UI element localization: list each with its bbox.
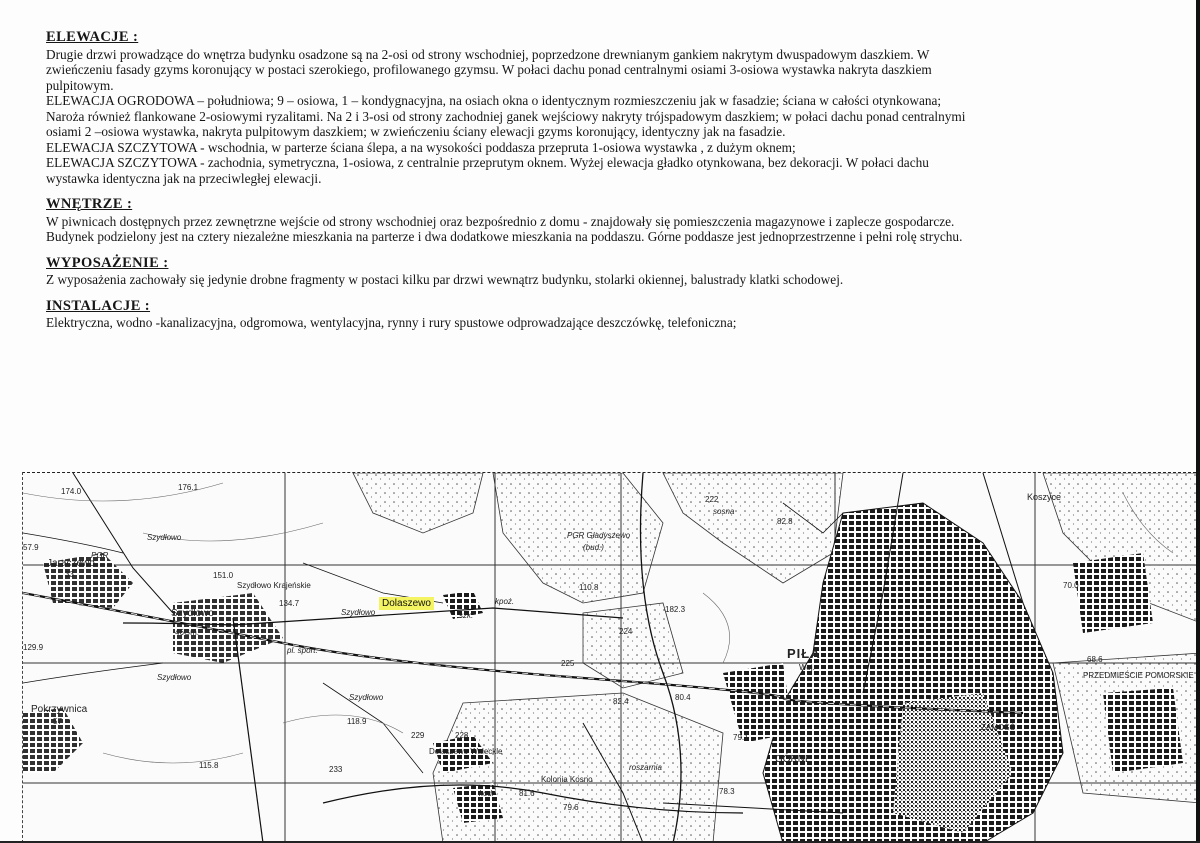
map-label: 182.3 [665, 605, 686, 614]
map-label: ZAMOŚĆ [981, 723, 1016, 732]
document-text [46, 30, 1156, 342]
map-label: 57 [53, 717, 62, 726]
section-heading: ELEWACJE : [46, 29, 139, 45]
map-label: 79.6 [563, 803, 579, 812]
map-label: Pokrzywnica [31, 704, 88, 715]
section-instalacje [46, 299, 1156, 331]
section-elewacje [46, 30, 1156, 186]
map-label: Koszyce [1027, 492, 1062, 502]
map-label: Szydłowo [349, 693, 384, 702]
map-label: (bud.) [583, 543, 604, 552]
text-line: wystawka identyczna jak na przeciwległej elewacji. [46, 170, 322, 186]
map-label: 134.7 [279, 599, 300, 608]
section-heading: INSTALACJE : [46, 297, 151, 314]
section-heading: WNĘTRZE : [46, 196, 133, 212]
map-label: Kolonia Kosno [541, 775, 593, 784]
map-label: Woj. [799, 663, 815, 672]
map-label: 81.6 [519, 789, 535, 798]
map-label: PRZEDMIEŚCIE POMORSKIE [1083, 671, 1194, 680]
text-line: osiami 2 –osiowa wystawka, nakryta pulpitowym daszkiem; w zwieńczeniu ściany elewacji gzyms koronujący, identyczny jak na fasadzie. [46, 124, 786, 139]
text-line: ELEWACJA SZCZYTOWA - zachodnia, symetryczna, 1-osiowa, z centralnie przeprutym oknem. Wyżej elewacja gładko otynkowana, bez dekoracji. W połaci dachu [46, 155, 929, 170]
map-label: PGR [91, 551, 109, 560]
map-label: 115.8 [199, 761, 219, 770]
section-body [46, 214, 1156, 245]
map-label: 151.0 [213, 571, 234, 580]
map-label: 70.0 [1063, 581, 1079, 590]
map-label: 57.9 [23, 543, 39, 552]
section-body [46, 47, 1156, 187]
map-label: roszarnia [629, 763, 662, 772]
map-label: 79.1 [733, 733, 749, 742]
text-line: W piwnicach dostępnych przez zewnętrzne wejście od strony wschodniej oraz bezpośrednio z domu - znajdowały się pomieszczenia magazynowe i zaplecze gospodarcze. [46, 213, 955, 229]
map-label: 33 [65, 570, 74, 579]
map-label: 129.9 [23, 643, 44, 652]
map-label: kpoż. [495, 597, 515, 606]
map-label: 224 [619, 627, 633, 636]
highlighted-location: Dolaszewo [379, 597, 434, 610]
section-wyposazenie [46, 256, 1156, 288]
map-label: PGR Gładyszewo [567, 531, 631, 540]
map-label: 176.1 [178, 483, 199, 492]
text-line: ELEWACJA SZCZYTOWA - wschodnia, w parterze ściana ślepa, a na wysokości poddasza przepruta 1-osiowa wystawka , z dużym oknem; [46, 139, 796, 155]
map-label: GÓRNE [775, 754, 812, 765]
map-label: 82.8 [777, 517, 793, 526]
map-label: 225 [561, 659, 575, 668]
text-line: zwieńczeniu fasady gzyms koronujący w postaci szerokiego, profilowanego gzymsu. W połaci dachu ponad centralnymi osiami 3-osiowa wystawka nakryta daszkiem [46, 62, 932, 77]
section-body [46, 315, 1156, 331]
section-wnetrze [46, 197, 1156, 245]
city-label: PIŁA [787, 646, 821, 661]
map-label: pl. sport. [287, 646, 318, 655]
text-line: ELEWACJA OGRODOWA – południowa; 9 – osiowa, 1 – kondygnacyjna, na osiach okna o identycznym rozmieszczeniu jak w fasadzie; ściana w całości otynkowana; [46, 93, 942, 108]
map-label: szk. [459, 611, 474, 620]
section-body [46, 272, 1156, 288]
scan-edge-right [1196, 0, 1200, 843]
map-label: kod. [479, 789, 495, 798]
map-graphics [23, 473, 1200, 843]
map-label: 118.9 [347, 717, 367, 726]
map-label: Jaraczewo [47, 558, 95, 569]
map-label: 78.3 [719, 787, 735, 796]
text-line: Budynek podzielony jest na cztery niezależne mieszkania na parterze i dwa dodatkowe mieszkania na poddaszu. Górne poddasze jest jednoprzestrzenne i pełni rolę strychu. [46, 229, 963, 244]
map-label: 228 [455, 731, 469, 740]
map-label: Szydłowo [171, 608, 214, 619]
location-map [22, 472, 1200, 843]
section-heading: WYPOSAŻENIE : [46, 254, 169, 271]
text-line: Elektryczna, wodno -kanalizacyjna, odgromowa, wentylacyjna, rynny i rury spustowe odprowadzające deszczówkę, telefoniczna; [46, 315, 737, 330]
map-label: 174.0 [61, 487, 82, 496]
map-label: 222 [705, 495, 719, 504]
map-label: Szydłowo [157, 673, 192, 682]
map-label: Szydłowo [341, 608, 376, 617]
text-line: Naroża również flankowane 2-osiowymi ryzalitami. Na 2 i 3-osi od strony zachodniej ganek wejściowy nakryty trójspadowym daszkiem; w połaci dachu ponad centralnymi [46, 108, 966, 124]
text-line: Drugie drzwi prowadzące do wnętrza budynku osadzone są na 2-osi od strony wschodniej, poprzedzone drewnianym gankiem nakrytym dwuspadowym daszkiem. W [46, 46, 930, 62]
map-label: sosna [713, 507, 735, 516]
map-label: 80.4 [675, 693, 691, 702]
map-label: 229 [411, 731, 425, 740]
text-line: Z wyposażenia zachowały się jedynie drobne fragmenty w postaci kilku par drzwi wewnątrz budynku, stolarki okiennej, balustrady klatki schodowej. [46, 272, 844, 287]
map-label: Szydłowo Krajeńskie [237, 581, 311, 590]
text-line: pulpitowym. [46, 77, 114, 93]
map-label: 233 [329, 765, 343, 774]
map-label: 68.6 [1087, 655, 1103, 664]
map-label: 110.8 [579, 583, 599, 592]
map-label: 46Gm. [175, 628, 200, 637]
map-label: Szydłowo [147, 533, 182, 542]
map-label: Dolaszewo Wałeckie [429, 747, 503, 756]
map-label: 82.4 [613, 697, 629, 706]
